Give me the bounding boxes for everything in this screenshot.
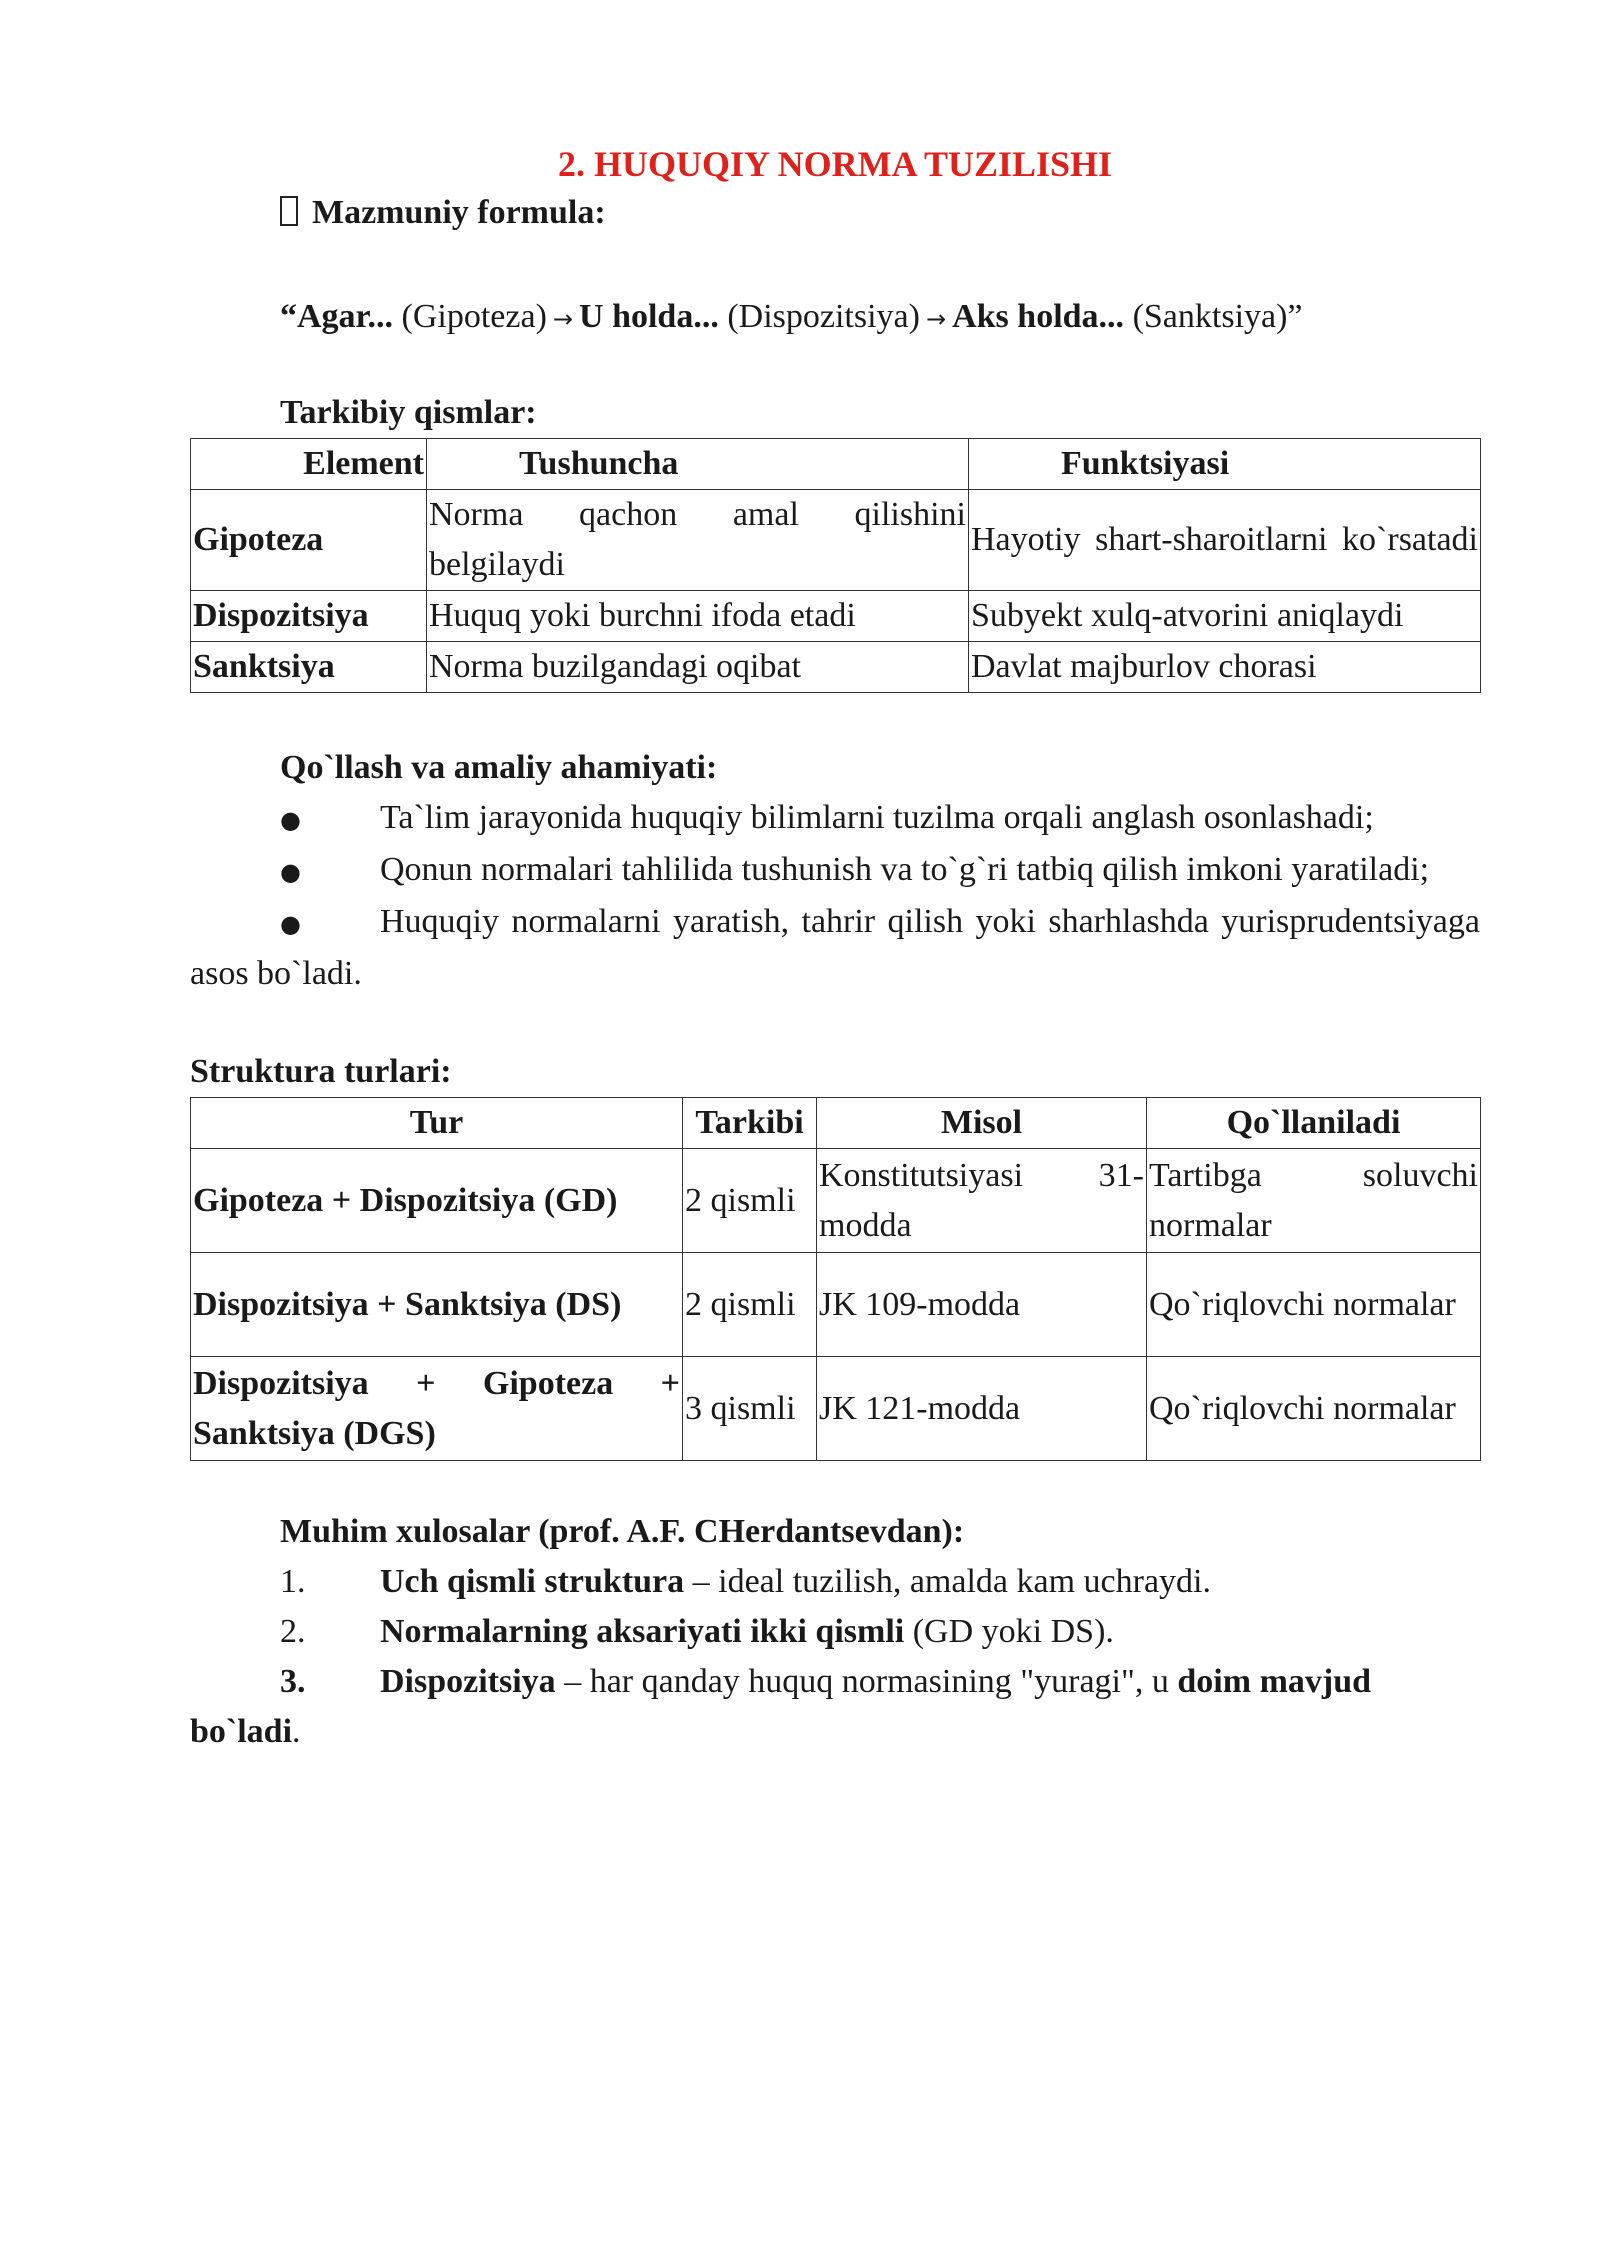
bullet-icon: ●	[280, 806, 301, 834]
table-cell: Davlat majburlov chorasi	[969, 642, 1481, 693]
table-cell: Hayotiy shart-sharoitlarni ko`rsatadi	[969, 490, 1481, 591]
list-item-rest: – har qanday huquq normasining "yuragi", u	[555, 1663, 1178, 1700]
list-item	[190, 1657, 1480, 1757]
table-header-cell: Element	[191, 439, 427, 490]
list-item-bold-end: doim mavjud bo`ladi	[190, 1663, 1372, 1750]
list-item-bold: Dispozitsiya	[380, 1663, 556, 1700]
list-item	[190, 845, 1480, 897]
table-cell: 2 qismli	[683, 1253, 817, 1357]
list-item-text: Ta`lim jarayonida huquqiy bilimlarni tuzilma orqali anglash osonlashadi;	[380, 799, 1374, 836]
table-header-cell: Tushuncha	[427, 439, 969, 490]
list-item-bold: Normalarning aksariyati ikki qismli	[380, 1613, 905, 1650]
table-row	[191, 490, 1481, 591]
struct-heading: Struktura turlari:	[190, 1053, 452, 1090]
table-header-row	[191, 1098, 1481, 1149]
list-item	[190, 793, 1480, 845]
formula-heading	[190, 188, 1480, 238]
table-cell: Dispozitsiya	[191, 591, 427, 642]
table-row	[191, 1357, 1481, 1461]
list-item-end: .	[292, 1713, 301, 1750]
table-cell: 3 qismli	[683, 1357, 817, 1461]
table-cell: Konstitutsiyasi 31-modda	[817, 1149, 1147, 1253]
table-cell: Sanktsiya	[191, 642, 427, 693]
table-cell: Tartibga soluvchi normalar	[1147, 1149, 1481, 1253]
table-cell: Norma buzilgandagi oqibat	[427, 642, 969, 693]
formula-line	[190, 292, 1480, 344]
list-item-number: 2.	[280, 1613, 306, 1650]
formula-close-quote: ”	[1287, 298, 1303, 335]
formula-u-holda: U holda...	[579, 298, 719, 335]
formula-gipoteza: (Gipoteza)	[401, 298, 547, 335]
list-item-number: 1.	[280, 1563, 306, 1600]
list-item-text: Huquqiy normalarni yaratish, tahrir qilish yoki sharhlashda yurisprudentsiyaga asos bo`ladi.	[190, 903, 1480, 992]
document-page	[190, 140, 1480, 1757]
table-header-cell: Funktsiyasi	[969, 439, 1481, 490]
table-cell: Dispozitsiya + Sanktsiya (DS)	[191, 1253, 683, 1357]
table-row	[191, 1149, 1481, 1253]
table-cell: Huquq yoki burchni ifoda etadi	[427, 591, 969, 642]
list-item-rest: – ideal tuzilish, amalda kam uchraydi.	[684, 1563, 1211, 1600]
arrow-right-icon: →	[925, 305, 947, 333]
table-cell: Gipoteza + Dispozitsiya (GD)	[191, 1149, 683, 1253]
usage-list	[190, 793, 1480, 999]
table-cell: Subyekt xulq-atvorini aniqlaydi	[969, 591, 1481, 642]
list-item-text	[380, 1557, 1480, 1607]
table-row	[191, 591, 1481, 642]
table-cell: JK 109-modda	[817, 1253, 1147, 1357]
table-cell: 2 qismli	[683, 1149, 817, 1253]
table-row	[191, 1253, 1481, 1357]
table-row	[191, 642, 1481, 693]
page-title: 2. HUQUQIY NORMA TUZILISHI	[557, 144, 1113, 184]
conclusions-list	[190, 1557, 1480, 1757]
table-header-cell: Misol	[817, 1098, 1147, 1149]
list-item-number: 3.	[280, 1663, 306, 1700]
table-header-cell: Qo`llaniladi	[1147, 1098, 1481, 1149]
table-cell: Dispozitsiya + Gipoteza + Sanktsiya (DGS)	[191, 1357, 683, 1461]
usage-heading: Qo`llash va amaliy ahamiyati:	[280, 749, 718, 786]
list-item-text	[380, 1607, 1480, 1657]
table-cell: JK 121-modda	[817, 1357, 1147, 1461]
table-cell: Gipoteza	[191, 490, 427, 591]
arrow-right-icon: →	[552, 305, 574, 333]
formula-dispozitsiya: (Dispozitsiya)	[727, 298, 920, 335]
list-item-bold: Uch qismli struktura	[380, 1563, 685, 1600]
struct-table	[190, 1097, 1481, 1461]
conclusions-heading: Muhim xulosalar (prof. A.F. CHerdantsevdan):	[280, 1513, 965, 1550]
bullet-icon: ●	[280, 910, 301, 938]
list-item-rest: (GD yoki DS).	[904, 1613, 1114, 1650]
formula-aks-holda: Aks holda...	[952, 298, 1125, 335]
parts-heading: Tarkibiy qismlar:	[280, 394, 537, 431]
list-item	[190, 1607, 1480, 1657]
table-header-cell: Tur	[191, 1098, 683, 1149]
table-cell: Qo`riqlovchi normalar	[1147, 1253, 1481, 1357]
table-header-cell: Tarkibi	[683, 1098, 817, 1149]
formula-heading-text: Mazmuniy formula:	[312, 194, 606, 231]
formula-open-quote: “	[280, 298, 297, 335]
list-item-text: Qonun normalari tahlilida tushunish va to`g`ri tatbiq qilish imkoni yaratiladi;	[380, 851, 1430, 888]
list-item	[190, 1557, 1480, 1607]
formula-agar: Agar...	[297, 298, 394, 335]
table-cell: Norma qachon amal qilishini belgilaydi	[427, 490, 969, 591]
checkbox-icon	[280, 196, 298, 226]
parts-table	[190, 438, 1481, 693]
bullet-icon: ●	[280, 858, 301, 886]
formula-sanktsiya: (Sanktsiya)	[1132, 298, 1288, 335]
table-cell: Qo`riqlovchi normalar	[1147, 1357, 1481, 1461]
list-item	[190, 897, 1480, 999]
table-header-row	[191, 439, 1481, 490]
